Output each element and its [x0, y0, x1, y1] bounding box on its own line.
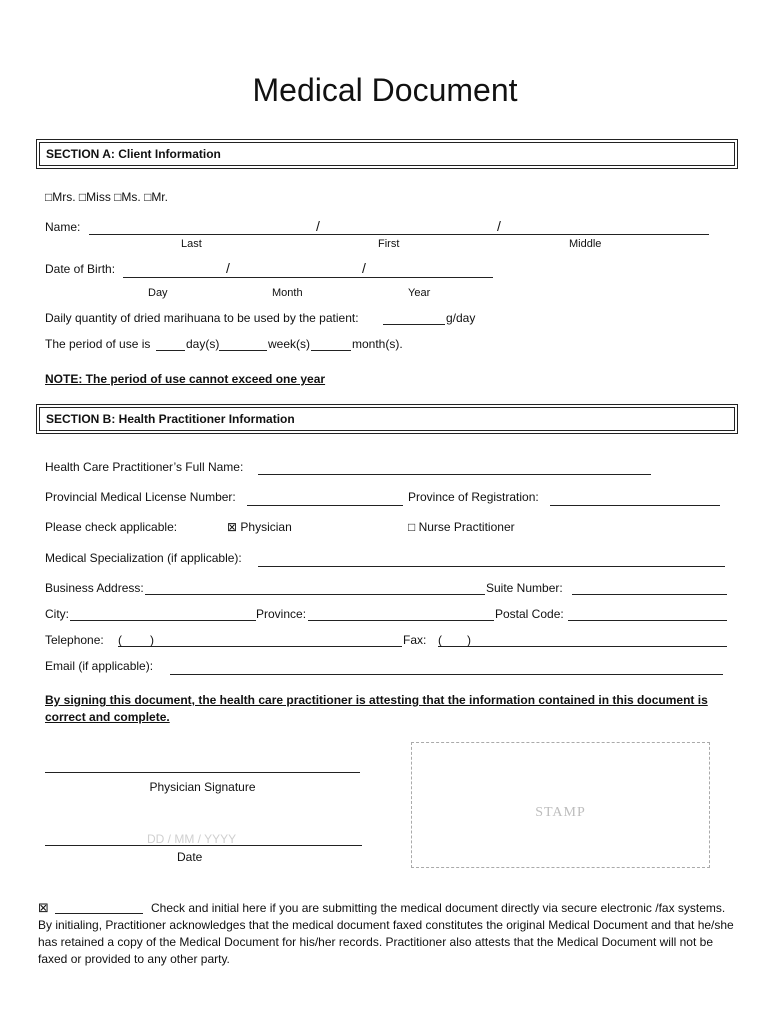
suite-number-field[interactable]	[572, 594, 727, 595]
name-sublabel-middle: Middle	[569, 238, 602, 250]
practitioner-name-field[interactable]	[258, 474, 651, 475]
postal-code-field[interactable]	[568, 620, 727, 621]
telephone-field[interactable]	[118, 646, 402, 647]
daily-quantity-unit: g/day	[446, 311, 476, 325]
dob-separator-1: /	[226, 260, 230, 276]
section-b-header	[36, 404, 738, 434]
business-address-field[interactable]	[145, 594, 485, 595]
dob-sublabel-month: Month	[272, 287, 303, 299]
telephone-paren-close: )	[150, 633, 154, 647]
daily-quantity-field[interactable]	[383, 324, 445, 325]
period-months-field[interactable]	[311, 350, 351, 351]
practitioner-name-label: Health Care Practitioner’s Full Name:	[45, 460, 244, 474]
email-label: Email (if applicable):	[45, 659, 154, 673]
attestation-statement: By signing this document, the health care practitioner is attesting that the information contained in this document is correct and complete.	[45, 693, 708, 724]
specialization-label: Medical Specialization (if applicable):	[45, 551, 242, 565]
name-sublabel-first: First	[378, 238, 400, 250]
period-weeks-unit: week(s)	[268, 337, 311, 351]
specialization-field[interactable]	[258, 566, 725, 567]
province-registration-field[interactable]	[550, 505, 720, 506]
period-days-field[interactable]	[156, 350, 185, 351]
postal-code-label: Postal Code:	[495, 607, 564, 621]
dob-field[interactable]	[123, 277, 493, 278]
dob-label: Date of Birth:	[45, 262, 116, 276]
business-address-label: Business Address:	[45, 581, 144, 595]
section-b-title: SECTION B: Health Practitioner Information	[46, 412, 295, 426]
name-separator-1: /	[316, 218, 320, 234]
province-field[interactable]	[308, 620, 494, 621]
suite-number-label: Suite Number:	[486, 581, 563, 595]
period-note: NOTE: The period of use cannot exceed one year	[45, 372, 326, 386]
city-label: City:	[45, 607, 69, 621]
fax-field[interactable]	[438, 646, 727, 647]
name-label: Name:	[45, 220, 81, 234]
fax-paren-close: )	[467, 633, 471, 647]
date-field[interactable]	[45, 845, 362, 846]
dob-sublabel-year: Year	[408, 287, 431, 299]
email-field[interactable]	[170, 674, 723, 675]
period-months-unit: month(s).	[352, 337, 403, 351]
page-title: Medical Document	[252, 72, 518, 108]
daily-quantity-label: Daily quantity of dried marihuana to be used by the patient:	[45, 311, 359, 325]
stamp-label: STAMP	[535, 805, 586, 820]
period-label: The period of use is	[45, 337, 151, 351]
section-a-header	[36, 139, 738, 169]
name-sublabel-last: Last	[181, 238, 202, 250]
dob-sublabel-day: Day	[148, 287, 168, 299]
date-label: Date	[177, 850, 203, 864]
physician-signature-field[interactable]	[45, 772, 360, 773]
physician-checkbox[interactable]: ⊠ Physician	[227, 520, 292, 534]
province-registration-label: Province of Registration:	[408, 490, 539, 504]
section-a-title: SECTION A: Client Information	[46, 147, 221, 161]
city-field[interactable]	[70, 620, 256, 621]
province-label: Province:	[256, 607, 307, 621]
dob-separator-2: /	[362, 260, 366, 276]
electronic-submission-checkbox[interactable]: ⊠	[38, 900, 49, 915]
period-days-unit: day(s)	[186, 337, 220, 351]
telephone-label: Telephone:	[45, 633, 104, 647]
nurse-practitioner-checkbox[interactable]: □ Nurse Practitioner	[408, 520, 515, 534]
name-field[interactable]	[89, 234, 709, 235]
fax-paren-open: (	[438, 633, 442, 647]
salutation-checkboxes[interactable]: □Mrs. □Miss □Ms. □Mr.	[45, 190, 168, 204]
name-separator-2: /	[497, 218, 501, 234]
fax-label: Fax:	[403, 633, 427, 647]
date-placeholder: DD / MM / YYYY	[147, 832, 237, 846]
physician-signature-label: Physician Signature	[149, 780, 256, 794]
license-number-field[interactable]	[247, 505, 403, 506]
telephone-paren-open: (	[118, 633, 122, 647]
stamp-area	[411, 742, 710, 868]
electronic-submission-text: Check and initial here if you are submitting the medical document directly via secure electronic /fax systems. By initialing, Practitioner acknowledges that the medical document faxed constitutes the original Medical Document and that he/she has retained a copy of the Medical Document for his/her records. Practitioner also attests that the Medical Document will not be faxed or provided to any other party.	[38, 901, 734, 966]
period-weeks-field[interactable]	[219, 350, 267, 351]
license-number-label: Provincial Medical License Number:	[45, 490, 236, 504]
check-applicable-label: Please check applicable:	[45, 520, 178, 534]
